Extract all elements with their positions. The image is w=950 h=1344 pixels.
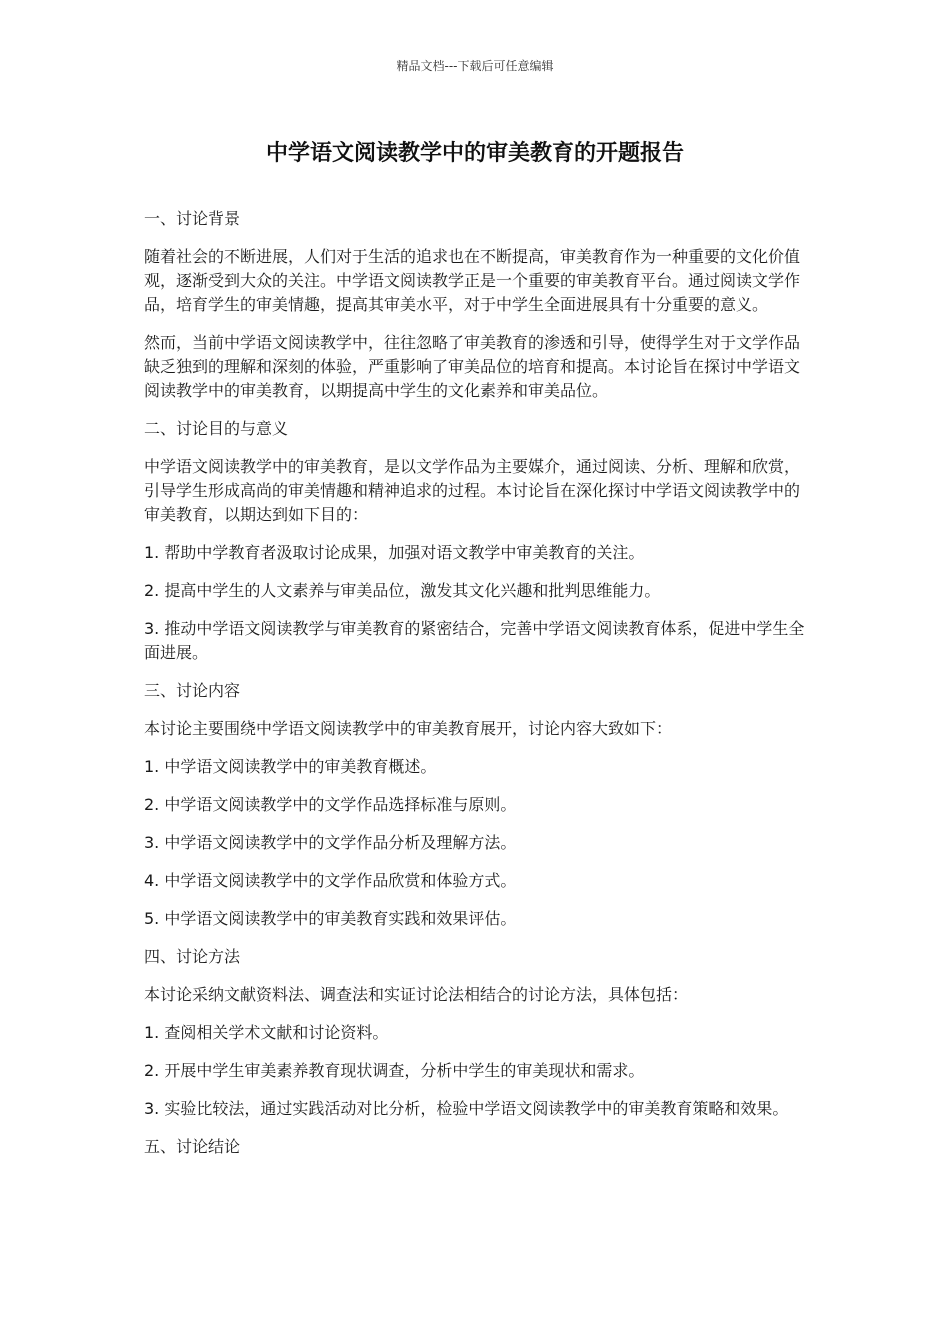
list-item: 1. 查阅相关学术文献和讨论资料。	[144, 1023, 389, 1042]
paragraph: 本讨论采纳文献资料法、调查法和实证讨论法相结合的讨论方法，具体包括：	[144, 985, 689, 1004]
section-heading-purpose: 二、讨论目的与意义	[144, 419, 289, 438]
page-header: 精品文档---下载后可任意编辑	[396, 59, 554, 73]
paragraph: 中学语文阅读教学中的审美教育，是以文学作品为主要媒介，通过阅读、分析、理解和欣赏，引导学生形成高尚的审美情趣和精神追求的过程。本讨论旨在深化探讨中学语文阅读教学中的审美教育，以期达到如下目的：	[144, 457, 801, 524]
list-item: 5. 中学语文阅读教学中的审美教育实践和效果评估。	[144, 909, 517, 928]
section-heading-conclusion: 五、讨论结论	[144, 1137, 241, 1156]
list-item: 3. 中学语文阅读教学中的文学作品分析及理解方法。	[144, 833, 517, 852]
section-heading-content: 三、讨论内容	[144, 681, 241, 700]
list-item: 3. 推动中学语文阅读教学与审美教育的紧密结合，完善中学语文阅读教育体系，促进中学生全面进展。	[144, 619, 805, 662]
list-item: 2. 提高中学生的人文素养与审美品位，激发其文化兴趣和批判思维能力。	[144, 581, 661, 600]
paragraph: 然而，当前中学语文阅读教学中，往往忽略了审美教育的渗透和引导，使得学生对于文学作品缺乏独到的理解和深刻的体验，严重影响了审美品位的培育和提高。本讨论旨在探讨中学语文阅读教学中的审美教育，以期提高中学生的文化素养和审美品位。	[144, 333, 801, 400]
document-title: 中学语文阅读教学中的审美教育的开题报告	[265, 141, 684, 166]
document-body	[144, 207, 806, 1173]
list-item: 3. 实验比较法，通过实践活动对比分析，检验中学语文阅读教学中的审美教育策略和效果。	[144, 1099, 789, 1118]
paragraph: 随着社会的不断进展，人们对于生活的追求也在不断提高，审美教育作为一种重要的文化价值观，逐渐受到大众的关注。中学语文阅读教学正是一个重要的审美教育平台。通过阅读文学作品，培育学生的审美情趣，提高其审美水平，对于中学生全面进展具有十分重要的意义。	[144, 247, 801, 314]
list-item: 2. 中学语文阅读教学中的文学作品选择标准与原则。	[144, 795, 517, 814]
list-item: 4. 中学语文阅读教学中的文学作品欣赏和体验方式。	[144, 871, 517, 890]
list-item: 1. 中学语文阅读教学中的审美教育概述。	[144, 757, 437, 776]
section-heading-background: 一、讨论背景	[144, 209, 241, 228]
paragraph: 本讨论主要围绕中学语文阅读教学中的审美教育展开，讨论内容大致如下：	[144, 719, 673, 738]
list-item: 2. 开展中学生审美素养教育现状调查，分析中学生的审美现状和需求。	[144, 1061, 645, 1080]
list-item: 1. 帮助中学教育者汲取讨论成果，加强对语文教学中审美教育的关注。	[144, 543, 645, 562]
section-heading-method: 四、讨论方法	[144, 947, 241, 966]
